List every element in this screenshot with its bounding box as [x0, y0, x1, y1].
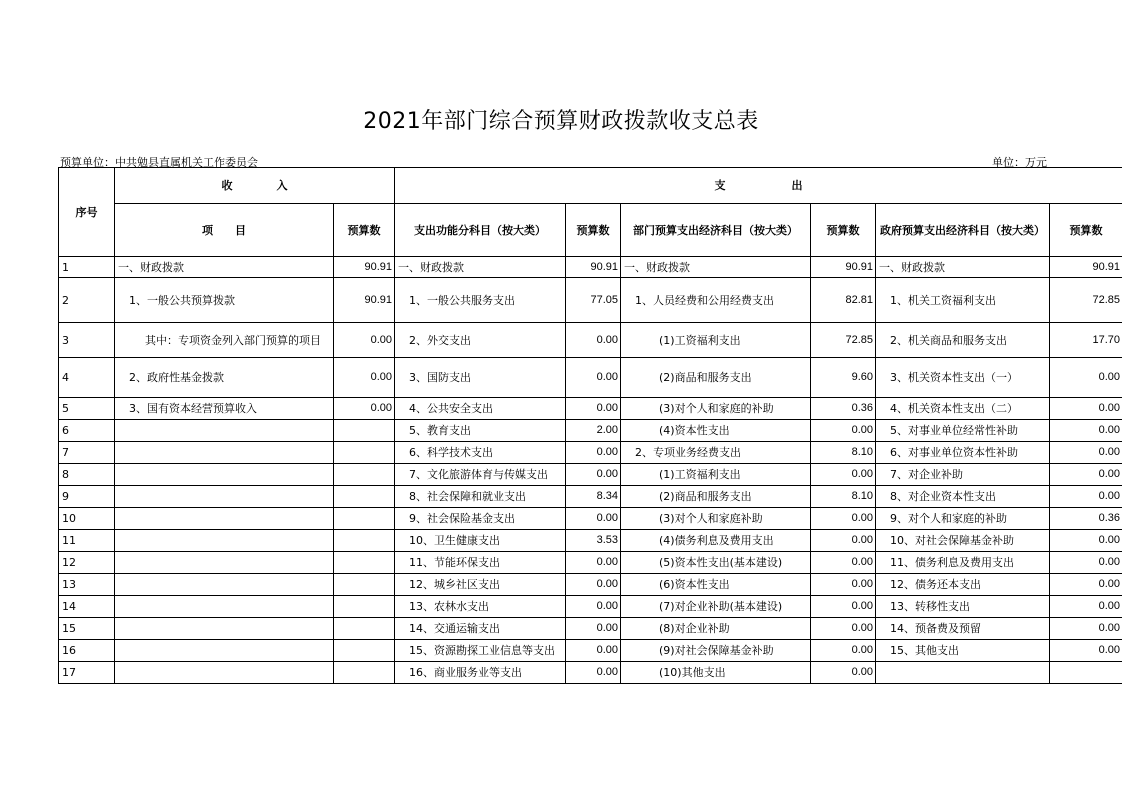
- gov-econ-subject: 6、对事业单位资本性补助: [876, 442, 1050, 464]
- func-value: 0.00: [566, 358, 621, 398]
- row-seq: 4: [59, 358, 115, 398]
- row-seq: 1: [59, 257, 115, 278]
- header-budget-dept: 预算数: [811, 204, 876, 257]
- gov-econ-value: 0.00: [1050, 530, 1122, 552]
- header-item: 项 目: [115, 204, 334, 257]
- gov-econ-value: 0.00: [1050, 640, 1122, 662]
- income-value: [334, 530, 395, 552]
- income-item: [115, 530, 334, 552]
- row-seq: 16: [59, 640, 115, 662]
- gov-econ-subject: 13、转移性支出: [876, 596, 1050, 618]
- row-seq: 7: [59, 442, 115, 464]
- dept-econ-value: 72.85: [811, 323, 876, 358]
- row-seq: 2: [59, 278, 115, 323]
- func-subject: 一、财政拨款: [395, 257, 566, 278]
- dept-econ-value: 0.00: [811, 596, 876, 618]
- func-value: 0.00: [566, 618, 621, 640]
- table-row: [59, 640, 1122, 662]
- dept-econ-subject: (4)资本性支出: [621, 420, 811, 442]
- dept-econ-value: 0.00: [811, 574, 876, 596]
- dept-econ-subject: 2、专项业务经费支出: [621, 442, 811, 464]
- table-row: [59, 323, 1122, 358]
- dept-econ-subject: (2)商品和服务支出: [621, 358, 811, 398]
- gov-econ-value: 0.00: [1050, 596, 1122, 618]
- income-value: [334, 508, 395, 530]
- dept-econ-value: 8.10: [811, 442, 876, 464]
- gov-econ-subject: 4、机关资本性支出（二）: [876, 398, 1050, 420]
- func-value: 90.91: [566, 257, 621, 278]
- gov-econ-subject: 3、机关资本性支出（一）: [876, 358, 1050, 398]
- income-value: 0.00: [334, 358, 395, 398]
- func-value: 0.00: [566, 508, 621, 530]
- table-row: [59, 398, 1122, 420]
- gov-econ-value: 0.00: [1050, 358, 1122, 398]
- func-value: 3.53: [566, 530, 621, 552]
- row-seq: 6: [59, 420, 115, 442]
- func-subject: 4、公共安全支出: [395, 398, 566, 420]
- table-row: [59, 596, 1122, 618]
- gov-econ-value: [1050, 662, 1122, 684]
- dept-econ-subject: 一、财政拨款: [621, 257, 811, 278]
- table-row: [59, 358, 1122, 398]
- dept-econ-subject: (9)对社会保障基金补助: [621, 640, 811, 662]
- gov-econ-subject: 15、其他支出: [876, 640, 1050, 662]
- dept-econ-subject: (6)资本性支出: [621, 574, 811, 596]
- table-row: [59, 662, 1122, 684]
- income-item: 一、财政拨款: [115, 257, 334, 278]
- func-subject: 10、卫生健康支出: [395, 530, 566, 552]
- func-subject: 16、商业服务业等支出: [395, 662, 566, 684]
- income-item: [115, 552, 334, 574]
- table-row: [59, 486, 1122, 508]
- func-value: 0.00: [566, 398, 621, 420]
- income-value: [334, 574, 395, 596]
- dept-econ-subject: (10)其他支出: [621, 662, 811, 684]
- income-item: 其中：专项资金列入部门预算的项目: [115, 323, 334, 358]
- income-item: [115, 464, 334, 486]
- income-item: [115, 662, 334, 684]
- income-value: [334, 596, 395, 618]
- func-subject: 11、节能环保支出: [395, 552, 566, 574]
- func-value: 0.00: [566, 662, 621, 684]
- dept-econ-value: 0.00: [811, 618, 876, 640]
- gov-econ-value: 0.00: [1050, 464, 1122, 486]
- income-value: [334, 618, 395, 640]
- func-subject: 12、城乡社区支出: [395, 574, 566, 596]
- gov-econ-value: 72.85: [1050, 278, 1122, 323]
- func-value: 0.00: [566, 442, 621, 464]
- func-subject: 5、教育支出: [395, 420, 566, 442]
- income-item: 2、政府性基金拨款: [115, 358, 334, 398]
- table-row: [59, 508, 1122, 530]
- income-item: [115, 442, 334, 464]
- func-subject: 9、社会保险基金支出: [395, 508, 566, 530]
- gov-econ-subject: 8、对企业资本性支出: [876, 486, 1050, 508]
- income-value: [334, 464, 395, 486]
- page-title: 2021年部门综合预算财政拨款收支总表: [363, 109, 759, 134]
- gov-econ-subject: 5、对事业单位经常性补助: [876, 420, 1050, 442]
- gov-econ-subject: 1、机关工资福利支出: [876, 278, 1050, 323]
- dept-econ-value: 0.00: [811, 464, 876, 486]
- gov-econ-value: 17.70: [1050, 323, 1122, 358]
- header-gov-econ: 政府预算支出经济科目（按大类）: [876, 204, 1050, 257]
- currency-unit-label: 单位：万元: [992, 156, 1047, 169]
- table-row: [59, 257, 1122, 278]
- income-item: [115, 640, 334, 662]
- dept-econ-subject: (2)商品和服务支出: [621, 486, 811, 508]
- income-item: [115, 618, 334, 640]
- dept-econ-subject: (8)对企业补助: [621, 618, 811, 640]
- header-row-sub: [59, 204, 1122, 257]
- income-item: [115, 574, 334, 596]
- func-value: 2.00: [566, 420, 621, 442]
- dept-econ-subject: 1、人员经费和公用经费支出: [621, 278, 811, 323]
- gov-econ-subject: 10、对社会保障基金补助: [876, 530, 1050, 552]
- income-value: 90.91: [334, 257, 395, 278]
- gov-econ-subject: 7、对企业补助: [876, 464, 1050, 486]
- dept-econ-subject: (1)工资福利支出: [621, 464, 811, 486]
- gov-econ-value: 0.00: [1050, 486, 1122, 508]
- dept-econ-subject: (7)对企业补助(基本建设): [621, 596, 811, 618]
- func-subject: 1、一般公共服务支出: [395, 278, 566, 323]
- header-row-top: [59, 168, 1122, 204]
- table-row: [59, 574, 1122, 596]
- table-row: [59, 278, 1122, 323]
- row-seq: 10: [59, 508, 115, 530]
- dept-econ-value: 0.00: [811, 508, 876, 530]
- row-seq: 11: [59, 530, 115, 552]
- income-value: [334, 552, 395, 574]
- income-value: [334, 640, 395, 662]
- func-value: 8.34: [566, 486, 621, 508]
- row-seq: 13: [59, 574, 115, 596]
- func-subject: 3、国防支出: [395, 358, 566, 398]
- table-row: [59, 464, 1122, 486]
- gov-econ-value: 90.91: [1050, 257, 1122, 278]
- dept-econ-value: 0.00: [811, 420, 876, 442]
- header-expense: 支 出: [395, 168, 1122, 204]
- income-item: 3、国有资本经营预算收入: [115, 398, 334, 420]
- gov-econ-subject: 一、财政拨款: [876, 257, 1050, 278]
- gov-econ-value: 0.00: [1050, 398, 1122, 420]
- gov-econ-value: 0.00: [1050, 618, 1122, 640]
- row-seq: 8: [59, 464, 115, 486]
- gov-econ-value: 0.36: [1050, 508, 1122, 530]
- income-item: [115, 508, 334, 530]
- dept-econ-value: 8.10: [811, 486, 876, 508]
- func-value: 0.00: [566, 323, 621, 358]
- dept-econ-value: 82.81: [811, 278, 876, 323]
- func-value: 77.05: [566, 278, 621, 323]
- header-budget-income: 预算数: [334, 204, 395, 257]
- gov-econ-subject: 11、债务利息及费用支出: [876, 552, 1050, 574]
- row-seq: 9: [59, 486, 115, 508]
- table-row: [59, 618, 1122, 640]
- income-value: [334, 420, 395, 442]
- gov-econ-value: 0.00: [1050, 442, 1122, 464]
- gov-econ-value: 0.00: [1050, 552, 1122, 574]
- func-value: 0.00: [566, 464, 621, 486]
- gov-econ-subject: 14、预备费及预留: [876, 618, 1050, 640]
- income-value: 0.00: [334, 323, 395, 358]
- header-income: 收 入: [115, 168, 395, 204]
- dept-econ-subject: (3)对个人和家庭的补助: [621, 398, 811, 420]
- row-seq: 12: [59, 552, 115, 574]
- func-subject: 6、科学技术支出: [395, 442, 566, 464]
- income-value: 0.00: [334, 398, 395, 420]
- income-value: [334, 442, 395, 464]
- func-subject: 7、文化旅游体育与传媒支出: [395, 464, 566, 486]
- gov-econ-subject: 9、对个人和家庭的补助: [876, 508, 1050, 530]
- income-value: 90.91: [334, 278, 395, 323]
- income-item: [115, 486, 334, 508]
- func-value: 0.00: [566, 574, 621, 596]
- dept-econ-value: 0.00: [811, 662, 876, 684]
- dept-econ-value: 0.36: [811, 398, 876, 420]
- header-budget-gov: 预算数: [1050, 204, 1122, 257]
- header-func-subject: 支出功能分科目（按大类）: [395, 204, 566, 257]
- func-subject: 15、资源勘探工业信息等支出: [395, 640, 566, 662]
- func-subject: 14、交通运输支出: [395, 618, 566, 640]
- gov-econ-subject: 2、机关商品和服务支出: [876, 323, 1050, 358]
- row-seq: 17: [59, 662, 115, 684]
- func-subject: 8、社会保障和就业支出: [395, 486, 566, 508]
- func-value: 0.00: [566, 640, 621, 662]
- income-item: [115, 420, 334, 442]
- table-row: [59, 552, 1122, 574]
- dept-econ-subject: (1)工资福利支出: [621, 323, 811, 358]
- gov-econ-subject: 12、债务还本支出: [876, 574, 1050, 596]
- header-dept-econ: 部门预算支出经济科目（按大类）: [621, 204, 811, 257]
- table-row: [59, 530, 1122, 552]
- table-row: [59, 442, 1122, 464]
- dept-econ-value: 0.00: [811, 640, 876, 662]
- func-subject: 2、外交支出: [395, 323, 566, 358]
- header-seq: 序号: [59, 168, 115, 257]
- gov-econ-value: 0.00: [1050, 420, 1122, 442]
- income-item: [115, 596, 334, 618]
- dept-econ-value: 0.00: [811, 552, 876, 574]
- row-seq: 5: [59, 398, 115, 420]
- income-item: 1、一般公共预算拨款: [115, 278, 334, 323]
- func-value: 0.00: [566, 596, 621, 618]
- budget-unit-label: 预算单位：中共勉县直属机关工作委员会: [60, 156, 258, 169]
- dept-econ-subject: (3)对个人和家庭补助: [621, 508, 811, 530]
- func-subject: 13、农林水支出: [395, 596, 566, 618]
- header-budget-func: 预算数: [566, 204, 621, 257]
- row-seq: 3: [59, 323, 115, 358]
- gov-econ-value: 0.00: [1050, 574, 1122, 596]
- income-value: [334, 662, 395, 684]
- row-seq: 14: [59, 596, 115, 618]
- dept-econ-subject: (4)债务利息及费用支出: [621, 530, 811, 552]
- gov-econ-subject: [876, 662, 1050, 684]
- func-value: 0.00: [566, 552, 621, 574]
- dept-econ-value: 90.91: [811, 257, 876, 278]
- dept-econ-subject: (5)资本性支出(基本建设): [621, 552, 811, 574]
- budget-table: [58, 167, 1122, 684]
- row-seq: 15: [59, 618, 115, 640]
- income-value: [334, 486, 395, 508]
- table-row: [59, 420, 1122, 442]
- dept-econ-value: 0.00: [811, 530, 876, 552]
- dept-econ-value: 9.60: [811, 358, 876, 398]
